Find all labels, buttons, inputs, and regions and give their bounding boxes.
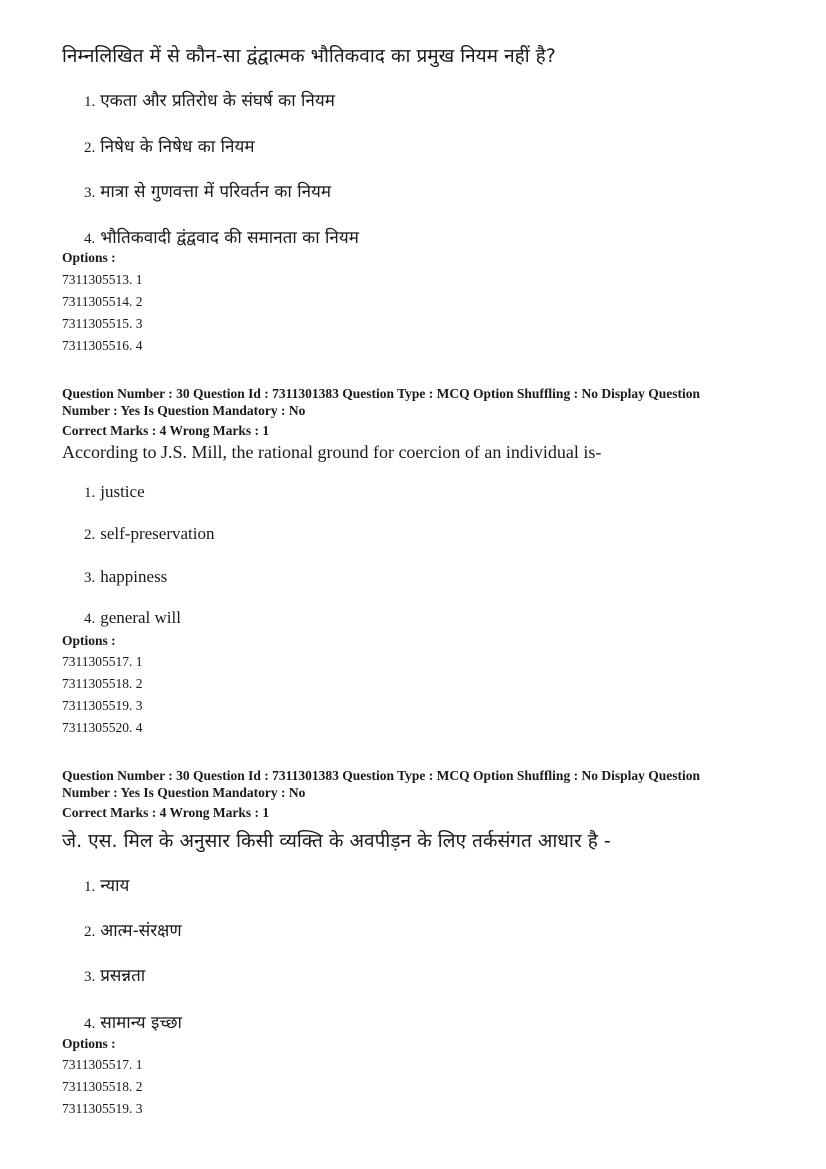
question-3-option-4 bbox=[84, 1010, 182, 1033]
question-3-text: जे. एस. मिल के अनुसार किसी व्यक्ति के अवपीड़न के लिए तर्कसंगत आधार है - bbox=[62, 830, 611, 852]
option-text: भौतिकवादी द्वंद्ववाद की समानता का नियम bbox=[100, 228, 359, 248]
question-1-option-1 bbox=[84, 88, 335, 111]
question-1-option-4 bbox=[84, 225, 359, 248]
option-text: सामान्य इच्छा bbox=[100, 1013, 182, 1033]
question-3-options-label: Options : bbox=[62, 1036, 116, 1051]
question-1-text: निम्नलिखित में से कौन-सा द्वंद्वात्मक भौतिकवाद का प्रमुख नियम नहीं है? bbox=[62, 45, 556, 67]
question-2-option-3 bbox=[84, 567, 167, 587]
option-text: प्रसन्नता bbox=[100, 966, 146, 986]
option-text: self-preservation bbox=[100, 524, 215, 543]
option-number: 4. bbox=[84, 231, 96, 247]
question-2-option-id: 7311305517. 1 bbox=[62, 654, 143, 669]
question-3-meta-line-1: Question Number : 30 Question Id : 7311301383 Question Type : MCQ Option Shuffling : No Display Question bbox=[62, 768, 700, 783]
question-1-options-label: Options : bbox=[62, 250, 116, 265]
question-2-meta-line-2: Number : Yes Is Question Mandatory : No bbox=[62, 403, 306, 418]
question-3-marks: Correct Marks : 4 Wrong Marks : 1 bbox=[62, 805, 270, 820]
question-1-option-3 bbox=[84, 179, 331, 202]
option-number: 1. bbox=[84, 485, 96, 501]
option-number: 4. bbox=[84, 611, 96, 627]
option-number: 4. bbox=[84, 1016, 96, 1032]
option-text: happiness bbox=[100, 567, 168, 586]
option-text: justice bbox=[100, 482, 145, 501]
question-1-option-id: 7311305513. 1 bbox=[62, 272, 143, 287]
question-2-meta bbox=[62, 385, 776, 439]
option-number: 1. bbox=[84, 879, 96, 895]
question-3-option-3 bbox=[84, 963, 145, 986]
question-3-meta bbox=[62, 767, 776, 821]
question-2-option-id: 7311305519. 3 bbox=[62, 698, 143, 713]
question-3-option-id: 7311305519. 3 bbox=[62, 1101, 143, 1116]
option-number: 1. bbox=[84, 94, 96, 110]
question-2-option-id: 7311305518. 2 bbox=[62, 676, 143, 691]
question-3-option-2 bbox=[84, 918, 182, 941]
option-number: 3. bbox=[84, 570, 96, 586]
option-number: 2. bbox=[84, 527, 96, 543]
question-3-option-id: 7311305517. 1 bbox=[62, 1057, 143, 1072]
question-2-text: According to J.S. Mill, the rational ground for coercion of an individual is- bbox=[62, 442, 602, 462]
question-2-options-label: Options : bbox=[62, 633, 116, 648]
option-number: 3. bbox=[84, 185, 96, 201]
option-number: 2. bbox=[84, 924, 96, 940]
question-1-option-id: 7311305515. 3 bbox=[62, 316, 143, 331]
question-2-option-2 bbox=[84, 524, 214, 544]
option-text: मात्रा से गुणवत्ता में परिवर्तन का नियम bbox=[100, 182, 332, 202]
question-2-marks: Correct Marks : 4 Wrong Marks : 1 bbox=[62, 423, 270, 438]
question-2-option-id: 7311305520. 4 bbox=[62, 720, 143, 735]
question-1-option-id: 7311305514. 2 bbox=[62, 294, 143, 309]
question-3-option-1 bbox=[84, 873, 129, 896]
option-text: निषेध के निषेध का नियम bbox=[100, 137, 255, 157]
question-3-meta-line-2: Number : Yes Is Question Mandatory : No bbox=[62, 785, 306, 800]
question-1-option-2 bbox=[84, 134, 254, 157]
option-number: 3. bbox=[84, 969, 96, 985]
question-2-meta-line-1: Question Number : 30 Question Id : 7311301383 Question Type : MCQ Option Shuffling : No Display Question bbox=[62, 386, 700, 401]
option-number: 2. bbox=[84, 140, 96, 156]
option-text: general will bbox=[100, 608, 181, 627]
question-1-option-id: 7311305516. 4 bbox=[62, 338, 143, 353]
option-text: आत्म-संरक्षण bbox=[100, 921, 182, 941]
question-3-option-id: 7311305518. 2 bbox=[62, 1079, 143, 1094]
option-text: न्याय bbox=[100, 876, 130, 896]
option-text: एकता और प्रतिरोध के संघर्ष का नियम bbox=[100, 91, 335, 111]
question-2-option-1 bbox=[84, 482, 145, 502]
question-2-option-4 bbox=[84, 608, 181, 628]
